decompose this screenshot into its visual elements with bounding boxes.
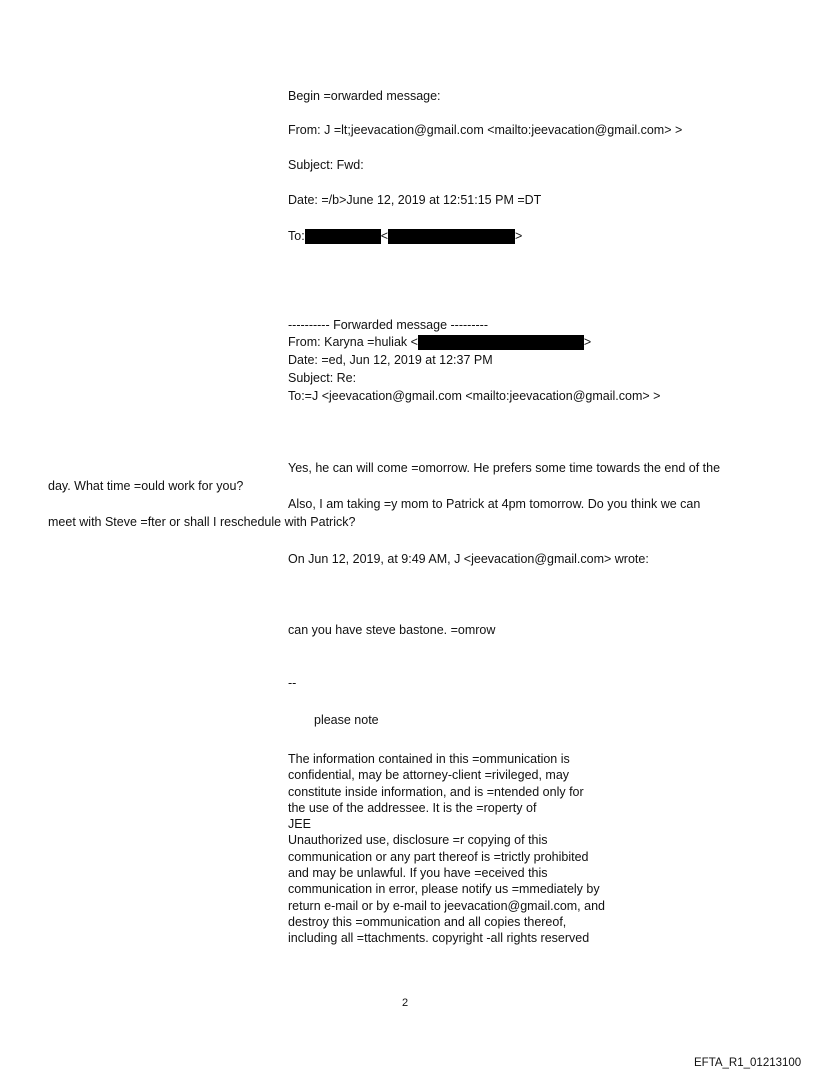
reply-line: Yes, he can will come =omorrow. He prefers some time towards the end of the	[288, 461, 721, 475]
reply-line: Also, I am taking =y mom to Patrick at 4pm tomorrow. Do you think we can	[288, 497, 701, 511]
to-lt: <	[380, 229, 388, 243]
outer-to-line	[288, 229, 522, 244]
forwarded-separator: ---------- Forwarded message ---------	[288, 318, 488, 332]
reply-line: meet with Steve =fter or shall I reschedule with Patrick?	[48, 515, 356, 529]
signature-dash: --	[288, 676, 297, 690]
forwarded-date-line: Date: =ed, Jun 12, 2019 at 12:37 PM	[288, 353, 493, 367]
disclaimer-line: and may be unlawful. If you have =eceived this	[288, 866, 548, 881]
disclaimer-line: the use of the addressee. It is the =roperty of	[288, 800, 537, 815]
forwarded-from-line	[288, 335, 591, 350]
disclaimer-line: Unauthorized use, disclosure =r copying of this	[288, 833, 548, 848]
to-gt: >	[515, 229, 523, 243]
redaction-bar	[305, 229, 381, 244]
quoted-header: On Jun 12, 2019, at 9:49 AM, J <jeevacation@gmail.com> wrote:	[288, 552, 649, 566]
forwarded-from-gt: >	[583, 335, 592, 349]
disclaimer-line: communication or any part thereof is =trictly prohibited	[288, 849, 589, 864]
outer-subject-line: Subject: Fwd:	[288, 158, 364, 172]
page-number: 2	[402, 997, 409, 1009]
disclaimer-line: constitute inside information, and is =ntended only for	[288, 784, 584, 799]
forwarded-from-text: From: Karyna =huliak <	[288, 335, 418, 349]
redaction-bar	[418, 335, 584, 350]
disclaimer-line: destroy this =ommunication and all copies thereof,	[288, 914, 567, 929]
bates-number: EFTA_R1_01213100	[694, 1057, 802, 1069]
reply-line: day. What time =ould work for you?	[48, 479, 244, 493]
forwarded-to-line: To:=J <jeevacation@gmail.com <mailto:jeevacation@gmail.com> >	[288, 389, 661, 403]
disclaimer-line: return e-mail or by e-mail to jeevacation@gmail.com, and	[288, 898, 605, 913]
quoted-body: can you have steve bastone. =omrow	[288, 623, 496, 637]
disclaimer-line: The information contained in this =ommunication is	[288, 752, 570, 766]
to-label: To:	[288, 229, 305, 243]
outer-date-line: Date: =/b>June 12, 2019 at 12:51:15 PM =DT	[288, 193, 542, 207]
redaction-bar	[388, 229, 515, 244]
please-note: please note	[314, 713, 379, 727]
outer-from-line: From: J =lt;jeevacation@gmail.com <mailto:jeevacation@gmail.com> >	[288, 123, 683, 137]
disclaimer-line: confidential, may be attorney-client =rivileged, may	[288, 768, 570, 783]
forwarded-subject-line: Subject: Re:	[288, 371, 357, 385]
disclaimer-block	[288, 751, 648, 947]
disclaimer-line: including all =ttachments. copyright -all rights reserved	[288, 931, 590, 946]
disclaimer-line: communication in error, please notify us =mmediately by	[288, 882, 600, 897]
begin-forwarded-label: Begin =orwarded message:	[288, 89, 441, 103]
disclaimer-line: JEE	[288, 817, 311, 832]
